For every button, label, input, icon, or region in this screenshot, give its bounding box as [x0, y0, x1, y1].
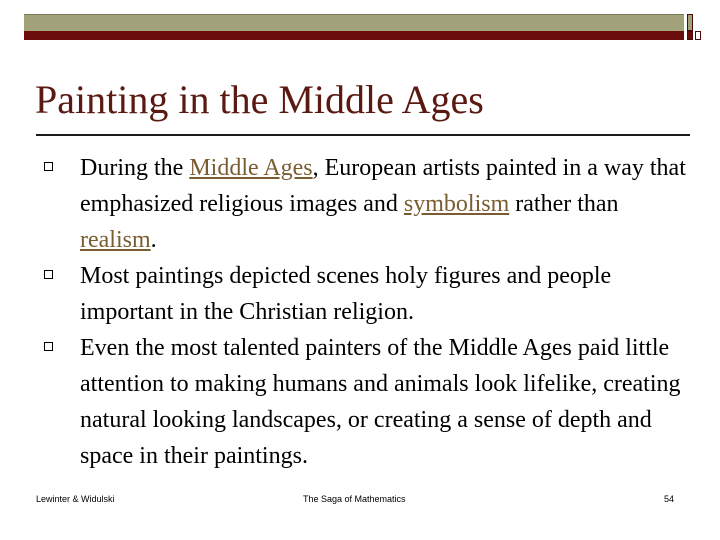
title-divider — [36, 134, 690, 136]
header-decor-bar-maroon — [24, 31, 684, 40]
slide-title: Painting in the Middle Ages — [35, 77, 484, 122]
footer-authors: Lewinter & Widulski — [36, 494, 115, 504]
hyperlink-middle-ages[interactable]: Middle Ages — [189, 155, 313, 181]
header-corner-box-small — [695, 31, 701, 40]
bullet-item — [44, 258, 694, 330]
bullet-text: , European artists painted in a way that emphasized religious images and — [80, 155, 686, 217]
footer-page-number: 54 — [664, 494, 675, 504]
hyperlink-symbolism[interactable]: symbolism — [403, 191, 510, 217]
hollow-square-bullet-icon — [44, 342, 53, 351]
bullet-text: Even the most talented painters of the Middle Ages paid little attention to making humans and animals look lifelike, creating natural looking landscapes, or creating a sense of depth and space in their paintings. — [80, 335, 681, 469]
footer-book-title: The Saga of Mathematics — [303, 494, 406, 504]
hyperlink-realism[interactable]: realism — [80, 227, 151, 253]
bullet-text: rather than — [509, 191, 619, 217]
bullet-item — [44, 150, 694, 258]
bullet-text: . — [150, 227, 157, 253]
bullet-list — [44, 150, 694, 474]
hollow-square-bullet-icon — [44, 162, 53, 171]
hollow-square-bullet-icon — [44, 270, 53, 279]
bullet-text: During the — [80, 155, 190, 181]
bullet-item — [44, 330, 694, 474]
header-corner-box-maroon — [687, 31, 693, 40]
header-corner-box-olive — [687, 14, 693, 31]
bullet-text: Most paintings depicted scenes holy figures and people important in the Christian religion. — [80, 263, 612, 325]
